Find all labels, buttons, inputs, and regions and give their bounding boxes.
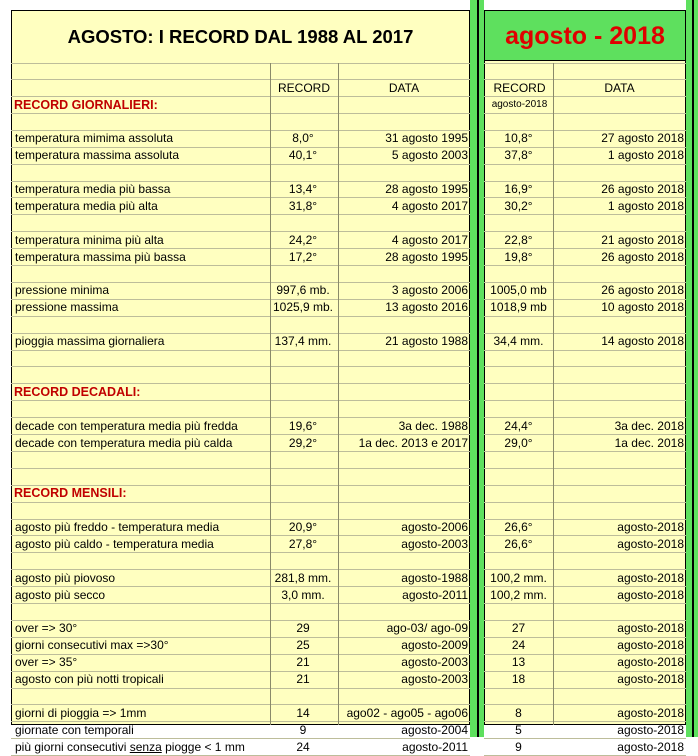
grid-hline: [484, 468, 686, 469]
record-2018-date: 10 agosto 2018: [601, 300, 684, 315]
record-date: 5 agosto 2003: [391, 148, 468, 163]
record-value: 8,0°: [292, 131, 314, 146]
row-label: temperatura massima assoluta: [15, 148, 180, 163]
record-date: agosto-1988: [401, 570, 468, 585]
row-label: agosto più freddo - temperatura media: [15, 520, 220, 534]
record-date: 28 agosto 1995: [385, 182, 468, 196]
record-2018-date: agosto-2018: [617, 520, 684, 534]
grid-hline: [484, 400, 686, 401]
record-2018-value: 29,0°: [504, 435, 533, 450]
grid-hline: [484, 265, 686, 266]
record-2018-value: 16,9°: [504, 182, 533, 196]
grid-hline: [484, 603, 686, 604]
grid-hline: [11, 214, 470, 215]
left-panel: [11, 10, 470, 725]
row-label: temperatura minima più alta: [15, 232, 164, 247]
row-label: pioggia massima giornaliera: [15, 334, 165, 349]
row-label: pressione minima: [15, 283, 110, 298]
grid-hline: [11, 366, 470, 367]
row-label: giornate con temporali: [15, 722, 134, 737]
record-2018-value: 100,2 mm.: [490, 570, 547, 585]
record-2018-value: 1018,9 mb: [490, 300, 547, 315]
record-value: 29: [296, 621, 310, 636]
row-label-part: più giorni consecutivi: [15, 739, 130, 754]
grid-hline: [484, 96, 686, 97]
record-2018-date: 21 agosto 2018: [601, 232, 684, 247]
record-value: 20,9°: [288, 520, 318, 534]
record-2018-value: 100,2 mm.: [490, 587, 547, 602]
row-label: over => 30°: [15, 621, 78, 636]
grid-hline: [484, 214, 686, 215]
record-2018-value: 30,2°: [504, 198, 533, 213]
record-value: 24: [296, 739, 310, 754]
record-date: agosto-2006: [401, 520, 468, 534]
record-value: 17,2°: [288, 249, 318, 264]
page-title-2018: agosto - 2018: [505, 22, 665, 50]
grid-hline: [484, 383, 686, 384]
row-label: agosto con più notti tropicali: [15, 672, 164, 687]
section-heading: RECORD MENSILI:: [14, 486, 127, 501]
record-date: 31 agosto 1995: [385, 131, 468, 146]
grid-hline: [11, 552, 470, 553]
record-date: 13 agosto 2016: [385, 300, 468, 315]
record-value: 21: [296, 672, 310, 687]
record-value: 997,6 mb.: [276, 283, 330, 298]
grid-hline: [11, 451, 470, 452]
record-2018-date: 26 agosto 2018: [601, 283, 684, 298]
record-2018-date: agosto-2018: [617, 536, 684, 551]
record-value: 40,1°: [288, 148, 318, 163]
record-value: 25: [296, 638, 310, 653]
record-2018-date: 1a dec. 2018: [614, 435, 684, 450]
record-2018-value: 34,4 mm.: [493, 334, 544, 349]
record-date: 21 agosto 1988: [385, 334, 468, 349]
record-2018-value: 27: [511, 621, 526, 636]
row-label: agosto più secco: [15, 587, 106, 602]
row-label: decade con temperatura media più fredda: [15, 418, 238, 433]
record-date: ago-03/ ago-09: [386, 621, 468, 636]
record-value: 3,0 mm.: [281, 587, 325, 602]
row-label-tail: piogge < 1 mm: [161, 739, 245, 754]
grid-hline: [11, 79, 470, 80]
row-label: temperatura massima più bassa: [15, 249, 186, 264]
record-value: 31,8°: [288, 198, 318, 213]
record-value: 29,2°: [288, 435, 318, 450]
record-2018-value: 5: [515, 722, 522, 737]
record-value: 1025,9 mb.: [272, 300, 334, 315]
record-date: agosto-2003: [401, 672, 468, 687]
record-2018-date: 26 agosto 2018: [601, 249, 684, 264]
record-date: agosto-2003: [401, 536, 468, 551]
record-2018-value: 13: [511, 655, 526, 670]
grid-hline: [11, 63, 470, 64]
record-2018-value: 9: [515, 739, 522, 754]
row-label: [15, 739, 270, 755]
grid-hline: [484, 79, 686, 80]
header-sub-2018: agosto-2018: [491, 99, 548, 110]
record-date: agosto-2011: [402, 587, 468, 602]
row-label: giorni consecutivi max =>30°: [15, 638, 169, 653]
record-date: agosto-2009: [401, 638, 468, 653]
record-2018-value: 22,8°: [504, 232, 533, 247]
record-2018-value: 26,6°: [504, 536, 533, 551]
grid-hline: [11, 316, 470, 317]
row-label: temperatura media più alta: [15, 198, 158, 213]
record-2018-date: agosto-2018: [617, 570, 684, 585]
grid-hline: [484, 451, 686, 452]
record-date: 3a dec. 1988: [398, 418, 468, 433]
grid-hline: [11, 350, 470, 351]
green-separator-line: [477, 0, 479, 737]
record-value: 14: [296, 705, 310, 720]
row-label: pressione massima: [15, 300, 119, 315]
record-2018-value: 24: [511, 638, 526, 653]
grid-hline: [484, 485, 686, 486]
right-panel: [484, 10, 686, 725]
grid-hline: [11, 113, 470, 114]
page-title: AGOSTO: I RECORD DAL 1988 AL 2017: [67, 26, 414, 47]
record-2018-value: 37,8°: [504, 148, 533, 163]
record-2018-value: 24,4°: [504, 418, 533, 433]
record-2018-date: 1 agosto 2018: [607, 148, 684, 163]
row-label: agosto più caldo - temperatura media: [15, 536, 214, 551]
record-2018-date: agosto-2018: [617, 655, 684, 670]
record-value: 281,8 mm.: [274, 570, 332, 585]
grid-hline: [484, 366, 686, 367]
grid-hline: [11, 502, 470, 503]
row-label: over => 35°: [15, 655, 78, 670]
header-data-2018: DATA: [604, 81, 635, 95]
grid-hline: [484, 164, 686, 165]
record-date: ago02 - ago05 - ago06: [346, 705, 468, 720]
right-edge-line: [692, 0, 694, 737]
grid-hline: [484, 350, 686, 351]
record-2018-date: agosto-2018: [617, 638, 684, 653]
record-2018-date: agosto-2018: [617, 705, 684, 720]
row-label: temperatura mimima assoluta: [15, 131, 174, 146]
record-2018-date: 3a dec. 2018: [614, 418, 684, 433]
record-value: 137,4 mm.: [274, 334, 332, 349]
record-date: 4 agosto 2017: [391, 198, 468, 213]
section-heading: RECORD DECADALI:: [14, 384, 141, 399]
record-date: agosto-2003: [401, 655, 468, 670]
grid-hline: [484, 502, 686, 503]
grid-hline: [11, 603, 470, 604]
row-label: temperatura media più bassa: [15, 182, 171, 196]
record-2018-value: 8: [515, 705, 522, 720]
record-date: 3 agosto 2006: [391, 283, 468, 298]
record-date: 1a dec. 2013 e 2017: [358, 435, 468, 450]
record-2018-value: 1005,0 mb: [490, 283, 547, 298]
record-date: 4 agosto 2017: [391, 232, 468, 247]
record-value: 27,8°: [288, 536, 318, 551]
record-value: 21: [296, 655, 310, 670]
grid-hline: [484, 63, 686, 64]
record-value: 24,2°: [288, 232, 318, 247]
record-2018-date: 27 agosto 2018: [601, 131, 684, 146]
header-record: RECORD: [277, 81, 330, 95]
record-2018-date: agosto-2018: [617, 739, 684, 754]
record-date: agosto-2004: [401, 722, 468, 737]
row-label: giorni di pioggia => 1mm: [15, 705, 147, 720]
record-value: 9: [299, 722, 307, 737]
row-label-underlined: senza: [129, 739, 162, 754]
header-data: DATA: [388, 81, 420, 95]
record-2018-date: agosto-2018: [617, 722, 684, 737]
record-2018-date: 26 agosto 2018: [601, 182, 684, 196]
grid-hline: [11, 468, 470, 469]
row-label: decade con temperatura media più calda: [15, 435, 233, 450]
grid-hline: [484, 113, 686, 114]
record-2018-date: agosto-2018: [617, 587, 684, 602]
grid-hline: [11, 265, 470, 266]
row-label: agosto più piovoso: [15, 570, 116, 585]
grid-hline: [11, 688, 470, 689]
record-2018-date: 14 agosto 2018: [601, 334, 684, 349]
record-value: 13,4°: [288, 182, 318, 196]
record-date: 28 agosto 1995: [385, 249, 468, 264]
grid-hline: [484, 688, 686, 689]
grid-hline: [11, 164, 470, 165]
record-2018-value: 10,8°: [504, 131, 533, 146]
grid-hline: [11, 400, 470, 401]
record-2018-value: 18: [511, 672, 526, 687]
record-2018-date: agosto-2018: [617, 621, 684, 636]
header-record-2018: RECORD: [493, 81, 546, 95]
record-date: agosto-2011: [402, 739, 468, 754]
record-value: 19,6°: [288, 418, 318, 433]
record-2018-value: 26,6°: [504, 520, 533, 534]
record-2018-value: 19,8°: [504, 249, 533, 264]
grid-hline: [484, 316, 686, 317]
record-2018-date: agosto-2018: [617, 672, 684, 687]
section-heading: RECORD GIORNALIERI:: [14, 97, 158, 112]
grid-hline: [484, 552, 686, 553]
record-2018-date: 1 agosto 2018: [607, 198, 684, 213]
